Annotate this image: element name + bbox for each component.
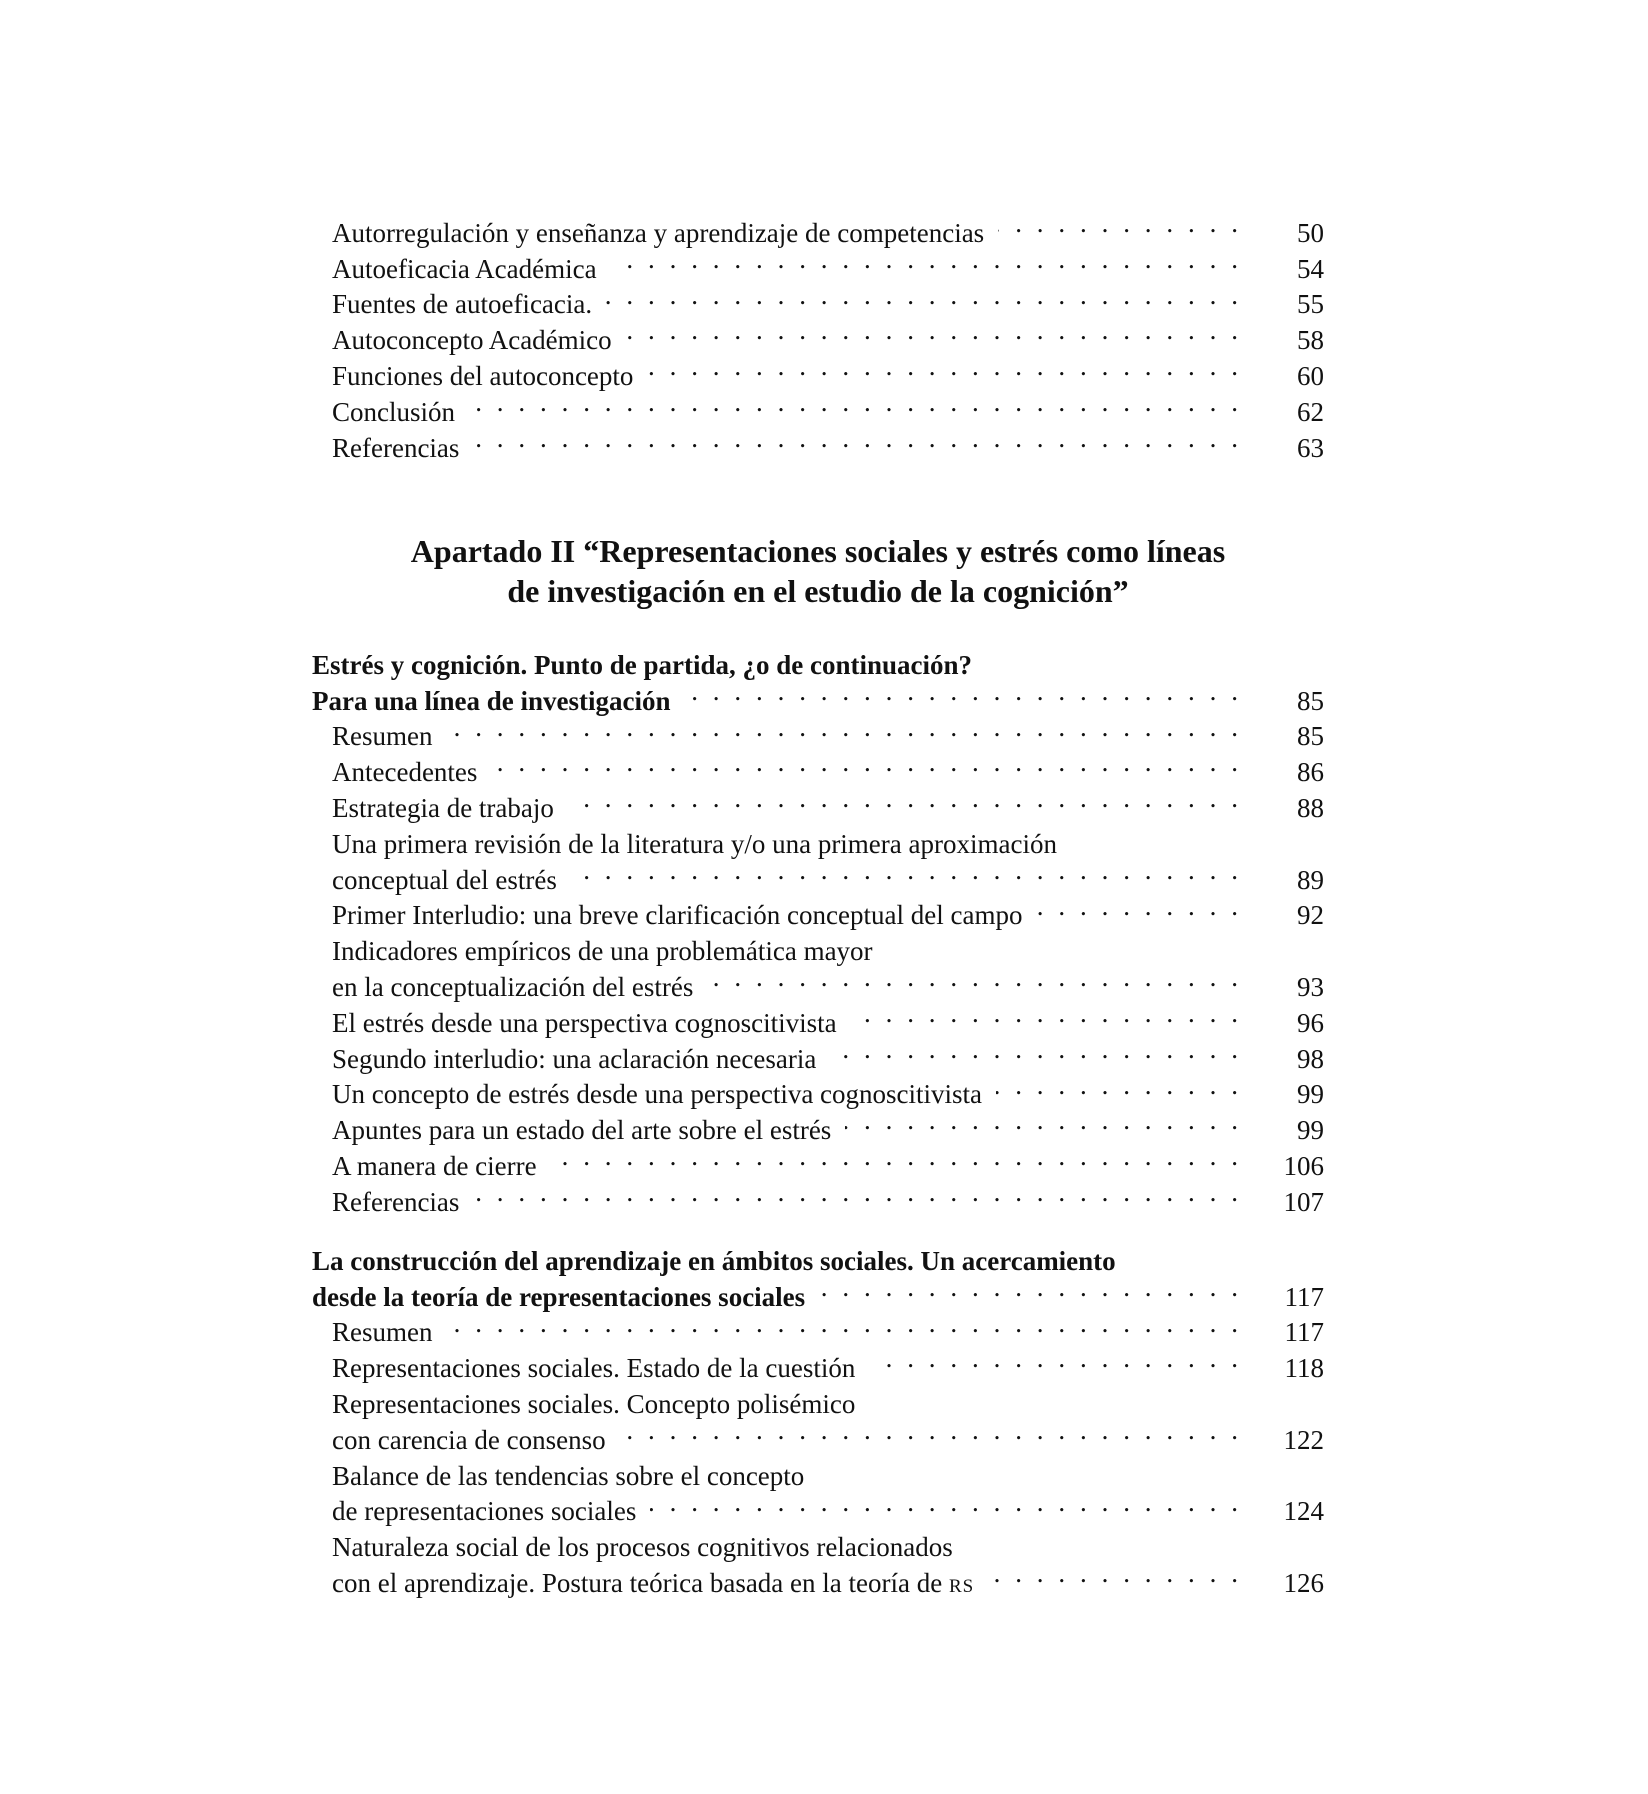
toc-entry-title: Autoeficacia Académica	[332, 253, 597, 284]
leader-dots	[473, 1175, 1242, 1211]
toc-entry[interactable]	[312, 421, 1324, 463]
toc-entry-title: Autoconcepto Académico	[332, 325, 612, 356]
toc-entry-title: Representaciones sociales. Estado de la cuestión	[332, 1353, 856, 1384]
toc-entry-title: Un concepto de estrés desde una perspectiva cognoscitivista	[332, 1079, 983, 1110]
leader-dots	[606, 278, 1242, 314]
chapter-title-line[interactable]	[312, 1234, 1324, 1276]
toc-entry-title: Una primera revisión de la literatura y/o una primera aproximación	[332, 828, 1057, 859]
leader-dots	[647, 349, 1242, 385]
toc-block-previous-chapter	[312, 206, 1324, 463]
toc-entry[interactable]	[312, 206, 1324, 248]
leader-dots	[887, 924, 1242, 960]
leader-dots	[869, 1341, 1242, 1377]
section-heading-line: Apartado II “Representaciones sociales y estrés como líneas	[410, 533, 1226, 569]
toc-entry-title: de representaciones sociales	[332, 1496, 637, 1527]
toc-entry-page: 107	[1283, 1186, 1324, 1217]
leader-dots	[996, 1068, 1242, 1104]
toc-entry-page: 86	[1297, 757, 1324, 788]
chapter-title: desde la teoría de representaciones sociales	[312, 1281, 806, 1312]
toc-entry[interactable]	[312, 1341, 1324, 1384]
leader-dots	[626, 313, 1242, 349]
toc-entry[interactable]	[312, 1306, 1324, 1348]
section-heading-line: de investigación en el estudio de la cognición”	[507, 573, 1129, 609]
toc-chapter-aprendizaje	[312, 1234, 1324, 1598]
toc-entry-title: Fuentes de autoeficacia.	[332, 289, 593, 320]
toc-entry-page: 88	[1297, 792, 1324, 823]
toc-entry-title: A manera de cierre	[332, 1150, 537, 1181]
toc-entry-title: Balance de las tendencias sobre el concepto	[332, 1460, 805, 1491]
toc-entry-title: Primer Interludio: una breve clarificación conceptual del campo	[332, 900, 1023, 931]
toc-entry-page: 99	[1297, 1079, 1324, 1110]
toc-entry-page: 60	[1297, 360, 1324, 391]
toc-entry[interactable]	[312, 710, 1324, 752]
leader-dots	[620, 1413, 1242, 1449]
chapter-title: Para una línea de investigación	[312, 685, 671, 716]
leader-dots	[685, 674, 1242, 710]
toc-entry-page: 54	[1297, 253, 1324, 284]
toc-entry-title: Naturaleza social de los procesos cognitivos relacionados	[332, 1532, 953, 1563]
toc-entry-title: Resumen	[332, 721, 433, 752]
leader-dots	[851, 996, 1242, 1032]
toc-entry[interactable]	[312, 745, 1324, 788]
toc-entry-title-text: con el aprendizaje. Postura teórica basada en la teoría de	[332, 1567, 943, 1598]
leader-dots	[988, 1556, 1242, 1592]
leader-dots	[830, 1032, 1242, 1068]
toc-entry-title: El estrés desde una perspectiva cognoscitivista	[332, 1007, 837, 1038]
toc-entry-title: Resumen	[332, 1317, 433, 1348]
toc-entry-title: Antecedentes	[332, 757, 478, 788]
leader-dots	[611, 242, 1242, 278]
leader-dots	[819, 1270, 1242, 1306]
leader-dots	[1071, 817, 1242, 853]
rs-abbreviation: RS	[948, 1575, 975, 1597]
toc-entry-page: 89	[1297, 864, 1324, 895]
toc-entry-title: Funciones del autoconcepto	[332, 360, 634, 391]
toc-entry-page: 63	[1297, 432, 1324, 463]
leader-dots	[551, 1139, 1242, 1175]
toc-entry-title: Apuntes para un estado del arte sobre el estrés	[332, 1115, 832, 1146]
toc-entry-title: en la conceptualización del estrés	[332, 971, 694, 1002]
chapter-page: 85	[1297, 685, 1324, 716]
leader-dots	[967, 1520, 1242, 1556]
leader-dots	[650, 1485, 1242, 1521]
toc-entry-title: Representaciones sociales. Concepto polisémico	[332, 1388, 856, 1419]
toc-entry-title: con carencia de consenso	[332, 1424, 606, 1455]
toc-entry-page: 124	[1283, 1496, 1324, 1527]
toc-entry-page: 117	[1284, 1317, 1324, 1348]
leader-dots	[818, 1449, 1242, 1485]
leader-dots	[845, 1103, 1242, 1139]
leader-dots	[447, 1306, 1243, 1342]
chapter-page: 117	[1284, 1281, 1324, 1312]
toc-entry-page: 50	[1297, 217, 1324, 248]
chapter-title: Estrés y cognición. Punto de partida, ¿o de continuación?	[312, 649, 973, 680]
toc-entry-page: 106	[1283, 1150, 1324, 1181]
toc-entry-page: 99	[1297, 1115, 1324, 1146]
leader-dots	[986, 638, 1242, 674]
toc-entry-page: 62	[1297, 396, 1324, 427]
leader-dots	[447, 710, 1243, 746]
leader-dots	[1036, 889, 1242, 925]
toc-entry-page: 85	[1297, 721, 1324, 752]
toc-entry-page: 122	[1283, 1424, 1324, 1455]
toc-entry-title: Segundo interludio: una aclaración necesaria	[332, 1043, 817, 1074]
toc-entry-title: Referencias	[332, 1186, 460, 1217]
toc-entry-page: 58	[1297, 325, 1324, 356]
section-heading	[312, 531, 1324, 611]
toc-entry-page: 96	[1297, 1007, 1324, 1038]
toc-entry-title: Conclusión	[332, 396, 456, 427]
toc-entry-page: 92	[1297, 900, 1324, 931]
leader-dots	[473, 421, 1242, 457]
leader-dots	[1130, 1234, 1242, 1270]
toc-entry-page: 55	[1297, 289, 1324, 320]
toc-entry-title: Referencias	[332, 432, 460, 463]
leader-dots	[571, 853, 1242, 889]
toc-entry-page: 93	[1297, 971, 1324, 1002]
leader-dots	[869, 1377, 1242, 1413]
leader-dots	[998, 206, 1242, 242]
toc-entry-title: Estrategia de trabajo	[332, 792, 554, 823]
toc-entry-title	[332, 1566, 974, 1605]
toc-entry-page: 126	[1283, 1567, 1324, 1598]
toc-entry-title: Autorregulación y enseñanza y aprendizaje de competencias	[332, 217, 985, 248]
toc-entry-page: 118	[1284, 1353, 1324, 1384]
leader-dots	[707, 960, 1242, 996]
leader-dots	[491, 745, 1242, 781]
leader-dots	[469, 385, 1242, 421]
leader-dots	[568, 781, 1242, 817]
toc-entry-page: 98	[1297, 1043, 1324, 1074]
toc-chapter-estres	[312, 638, 1324, 1217]
chapter-title-line[interactable]	[312, 638, 1324, 680]
chapter-title: La construcción del aprendizaje en ámbitos sociales. Un acercamiento	[312, 1245, 1116, 1276]
toc-entry-title: Indicadores empíricos de una problemática mayor	[332, 936, 873, 967]
toc-entry-title: conceptual del estrés	[332, 864, 557, 895]
